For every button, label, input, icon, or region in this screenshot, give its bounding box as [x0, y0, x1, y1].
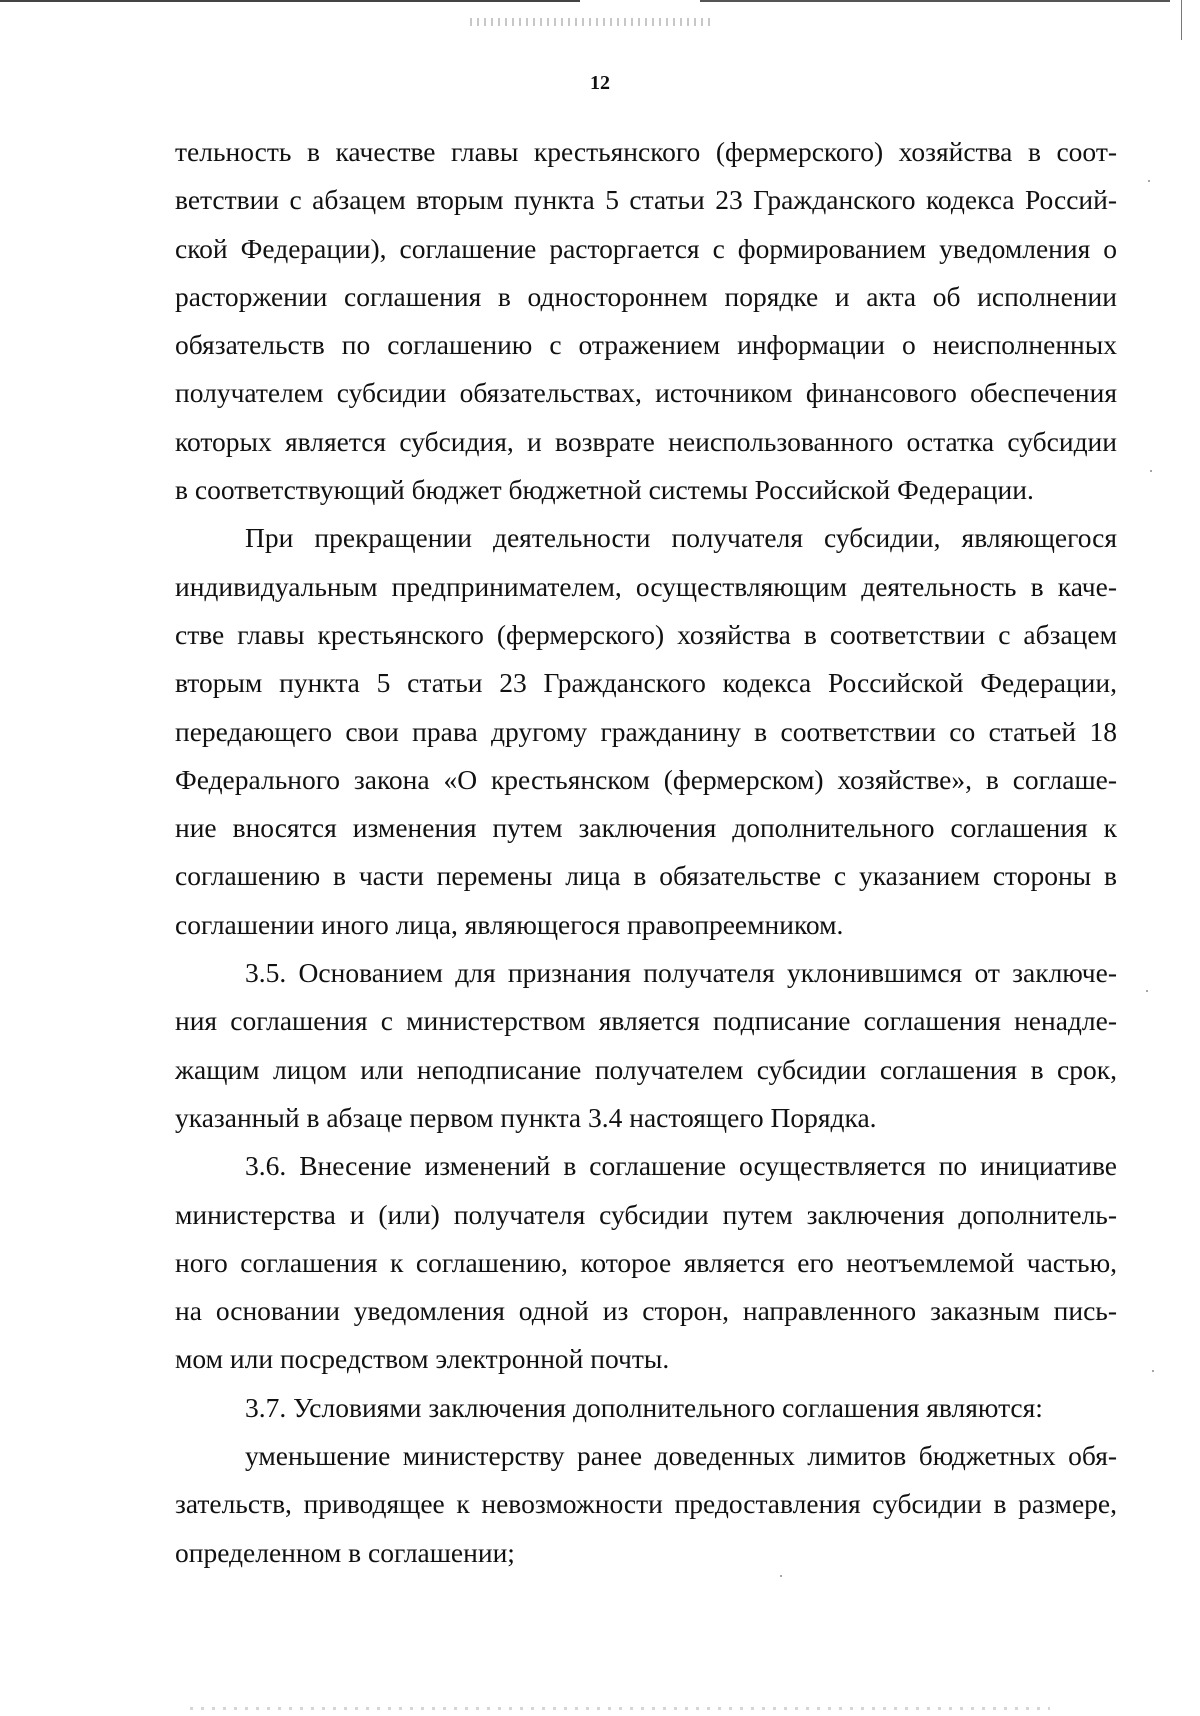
text-line: в соответствующий бюджет бюджетной системы Российской Федерации. — [175, 474, 1034, 506]
scan-artifact — [190, 1707, 1050, 1710]
text-line: жащим лицом или неподписание получателем субсидии соглашения в срок, — [175, 1053, 1117, 1085]
text-line: мом или посредством электронной почты. — [175, 1343, 670, 1375]
text-line: ветствии с абзацем вторым пункта 5 статьи 23 Гражданского кодекса Россий- — [175, 184, 1117, 216]
text-line: При прекращении деятельности получателя субсидии, являющегося — [245, 522, 1117, 554]
text-line: индивидуальным предпринимателем, осуществляющим деятельность в каче- — [175, 570, 1117, 602]
scan-artifact — [700, 0, 1170, 2]
text-line: которых является субсидия, и возврате неиспользованного остатка субсидии — [175, 425, 1117, 457]
scan-speck — [1150, 470, 1152, 472]
paragraph — [175, 1384, 1117, 1432]
text-line: ния соглашения с министерством является подписание соглашения ненадле- — [175, 1005, 1117, 1037]
text-line: определенном в соглашении; — [175, 1536, 515, 1568]
paragraph — [175, 949, 1117, 1142]
text-line: расторжении соглашения в одностороннем порядке и акта об исполнении — [175, 280, 1117, 312]
text-line: Федерального закона «О крестьянском (фермерском) хозяйстве», в соглаше- — [175, 763, 1117, 795]
scan-artifact — [0, 0, 580, 2]
paragraph — [175, 1432, 1117, 1577]
page-number: 12 — [590, 72, 610, 94]
text-line: 3.7. Условиями заключения дополнительного соглашения являются: — [245, 1391, 1043, 1423]
text-line: ской Федерации), соглашение расторгается с формированием уведомления о — [175, 232, 1117, 264]
text-line: министерства и (или) получателя субсидии путем заключения дополнитель- — [175, 1198, 1117, 1230]
text-line: 3.6. Внесение изменений в соглашение осуществляется по инициативе — [245, 1150, 1117, 1182]
paragraph — [175, 128, 1117, 514]
text-line: 3.5. Основанием для признания получателя уклонившимся от заключе- — [245, 957, 1117, 989]
paragraph — [175, 1142, 1117, 1383]
text-line: передающего свои права другому гражданину в соответствии со статьей 18 — [175, 715, 1117, 747]
text-line: стве главы крестьянского (фермерского) хозяйства в соответствии с абзацем — [175, 618, 1117, 650]
text-line: получателем субсидии обязательствах, источником финансового обеспечения — [175, 377, 1117, 409]
text-line: уменьшение министерству ранее доведенных лимитов бюджетных обя- — [245, 1440, 1117, 1472]
text-line: соглашении иного лица, являющегося правопреемником. — [175, 908, 844, 940]
text-line: обязательств по соглашению с отражением информации о неисполненных — [175, 329, 1117, 361]
document-body — [175, 128, 1117, 1577]
paragraph — [175, 514, 1117, 949]
text-line: указанный в абзаце первом пункта 3.4 настоящего Порядка. — [175, 1101, 877, 1133]
text-line: ние вносятся изменения путем заключения дополнительного соглашения к — [175, 812, 1117, 844]
scan-speck — [1148, 180, 1150, 182]
text-line: зательств, приводящее к невозможности предоставления субсидии в размере, — [175, 1488, 1117, 1520]
text-line: тельность в качестве главы крестьянского (фермерского) хозяйства в соот- — [175, 136, 1117, 167]
scan-artifact — [1181, 0, 1182, 40]
text-line: ного соглашения к соглашению, которое является его неотъемлемой частью, — [175, 1246, 1117, 1278]
scan-speck — [1146, 990, 1148, 992]
scan-speck — [1152, 1370, 1154, 1372]
text-line: соглашению в части перемены лица в обязательстве с указанием стороны в — [175, 860, 1117, 892]
text-line: на основании уведомления одной из сторон, направленного заказным пись- — [175, 1295, 1117, 1327]
scan-artifact — [470, 18, 710, 26]
text-line: вторым пункта 5 статьи 23 Гражданского кодекса Российской Федерации, — [175, 667, 1117, 699]
